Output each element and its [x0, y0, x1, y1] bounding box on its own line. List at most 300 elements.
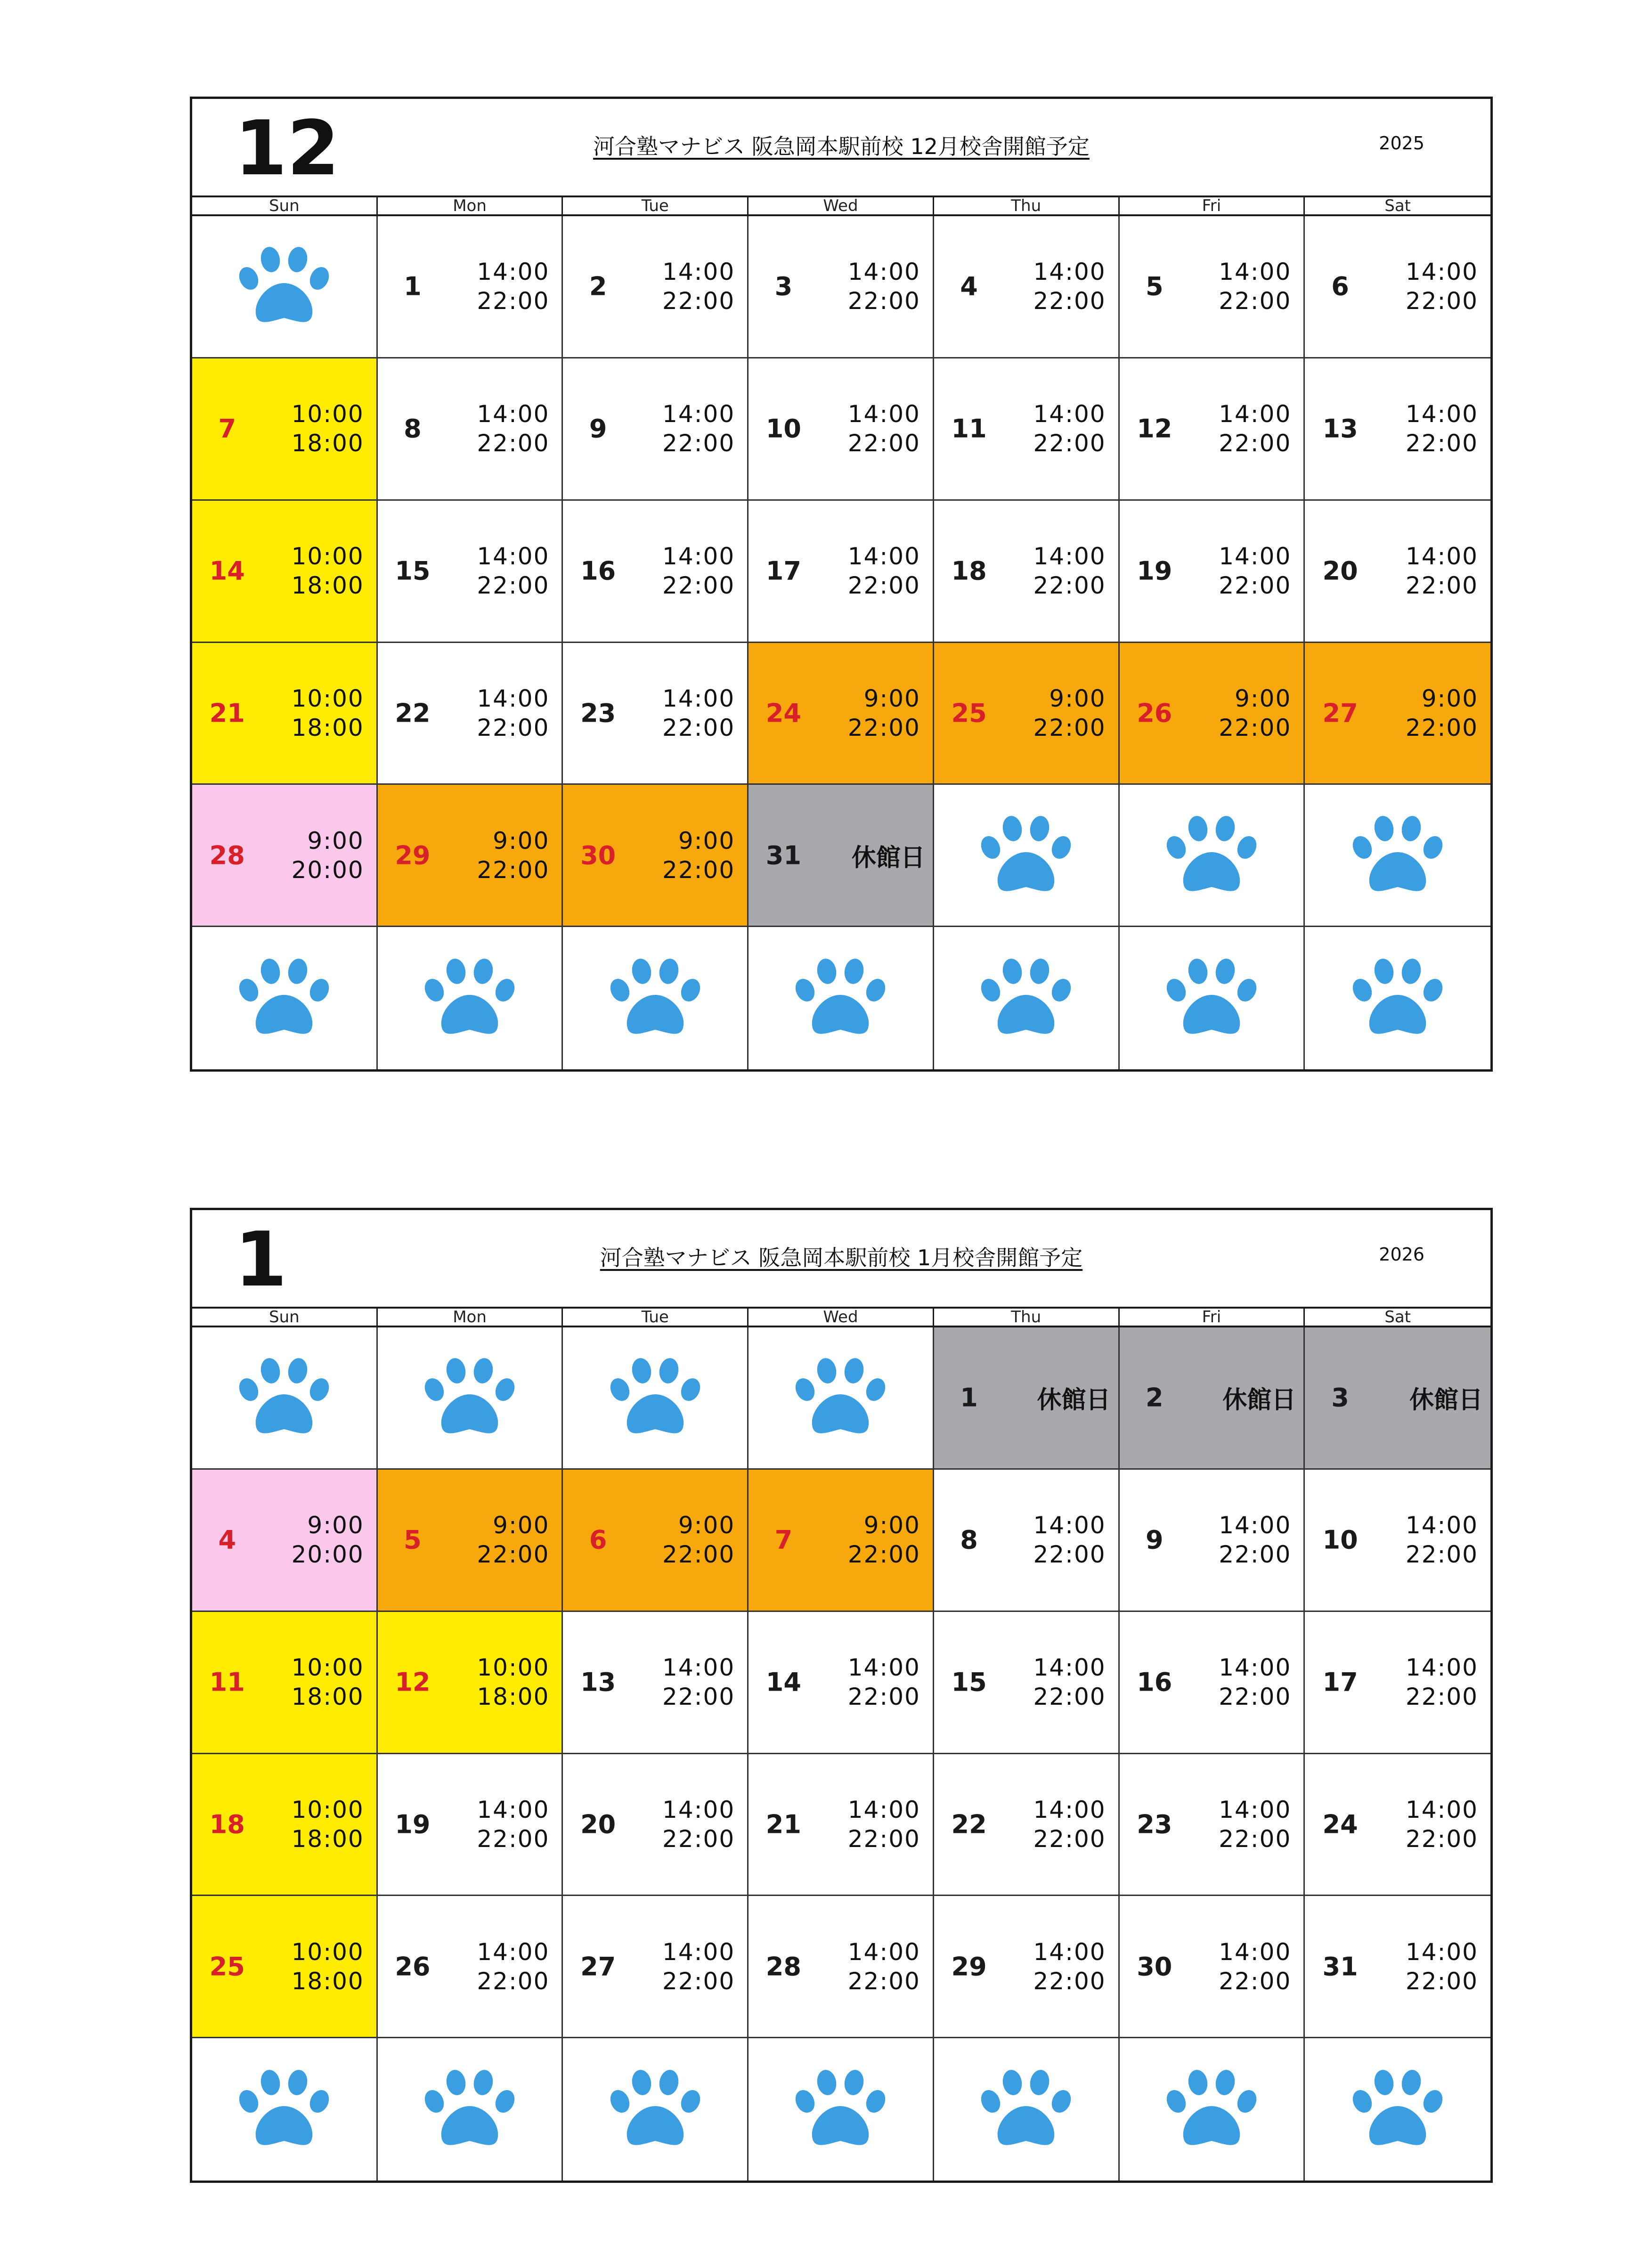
day-cell — [749, 501, 934, 643]
empty-day-cell — [1120, 927, 1305, 1069]
opening-hours — [1406, 1653, 1478, 1711]
weekday-wed: Wed — [749, 197, 934, 214]
open-time: 14:00 — [1033, 1512, 1106, 1539]
open-time: 10:00 — [291, 1796, 364, 1823]
day-cell — [563, 1754, 749, 1896]
opening-hours — [662, 542, 735, 600]
calendar-title: 河合塾マナビス 阪急岡本駅前校 1月校舎開館予定 — [600, 1245, 1083, 1270]
close-time: 22:00 — [662, 287, 735, 315]
weekday-header-row — [192, 1307, 1490, 1327]
day-number: 23 — [1137, 1809, 1172, 1839]
paw-print-icon — [420, 953, 519, 1043]
day-cell — [749, 216, 934, 358]
day-number: 4 — [218, 1525, 236, 1555]
open-time: 9:00 — [863, 684, 920, 712]
close-time: 22:00 — [662, 430, 735, 457]
day-number: 18 — [951, 556, 987, 586]
opening-hours — [662, 399, 735, 458]
open-time: 14:00 — [1219, 543, 1292, 570]
paw-print-icon — [1162, 2065, 1261, 2154]
weekday-header-row — [192, 195, 1490, 216]
open-time: 14:00 — [662, 1938, 735, 1966]
opening-hours — [477, 1937, 549, 1996]
day-number: 25 — [209, 1952, 245, 1982]
day-number: 10 — [765, 414, 801, 444]
paw-print-icon — [977, 953, 1075, 1043]
empty-day-cell — [934, 785, 1120, 927]
opening-hours — [1033, 1795, 1106, 1854]
day-cell — [192, 1612, 378, 1754]
day-cell — [192, 501, 378, 643]
paw-print-icon — [235, 953, 334, 1043]
close-time: 18:00 — [291, 430, 364, 457]
open-time: 14:00 — [1033, 258, 1106, 286]
empty-day-cell — [378, 927, 563, 1069]
close-time: 22:00 — [1033, 287, 1106, 315]
day-cell — [1305, 1470, 1490, 1612]
opening-hours — [1406, 399, 1478, 458]
paw-print-icon — [791, 2065, 890, 2154]
day-number: 12 — [1137, 414, 1172, 444]
opening-hours — [848, 1937, 920, 1996]
open-time: 14:00 — [662, 684, 735, 712]
open-time: 10:00 — [291, 400, 364, 428]
opening-hours — [848, 542, 920, 600]
opening-hours — [1033, 684, 1106, 742]
open-time: 9:00 — [493, 1512, 550, 1539]
opening-hours — [1219, 1653, 1291, 1711]
close-time: 22:00 — [847, 714, 920, 741]
day-cell — [1120, 1754, 1305, 1896]
day-cell — [1120, 1612, 1305, 1754]
day-cell — [934, 1327, 1120, 1470]
opening-hours — [662, 1511, 735, 1569]
day-cell — [934, 1896, 1120, 2038]
close-time: 22:00 — [847, 1683, 920, 1711]
open-time: 14:00 — [1405, 1796, 1478, 1823]
opening-hours — [477, 1653, 549, 1711]
day-cell — [192, 643, 378, 785]
day-number: 8 — [960, 1525, 978, 1555]
opening-hours — [292, 399, 364, 458]
day-cell — [1120, 501, 1305, 643]
day-number: 8 — [404, 414, 422, 444]
empty-day-cell — [563, 2038, 749, 2181]
open-time: 14:00 — [847, 1796, 920, 1823]
day-cell — [934, 358, 1120, 501]
opening-hours — [848, 684, 920, 742]
day-cell — [1120, 1470, 1305, 1612]
close-time: 22:00 — [847, 1825, 920, 1853]
open-time: 14:00 — [662, 400, 735, 428]
close-time: 22:00 — [662, 1683, 735, 1711]
paw-print-icon — [235, 2065, 334, 2154]
opening-hours — [477, 826, 549, 885]
open-time: 14:00 — [847, 1654, 920, 1682]
day-number: 30 — [1137, 1952, 1172, 1982]
day-cell — [378, 1754, 563, 1896]
day-number: 22 — [395, 698, 431, 728]
closed-label: 休館日 — [1037, 1386, 1111, 1415]
day-number: 10 — [1322, 1525, 1358, 1555]
open-time: 14:00 — [1033, 543, 1106, 570]
day-number: 24 — [765, 698, 801, 728]
opening-hours — [477, 684, 549, 742]
close-time: 22:00 — [1219, 572, 1292, 600]
empty-day-cell — [192, 1327, 378, 1470]
weekday-tue: Tue — [563, 197, 749, 214]
empty-day-cell — [749, 2038, 934, 2181]
paw-print-icon — [420, 2065, 519, 2154]
weekday-thu: Thu — [934, 1309, 1120, 1326]
weekday-fri: Fri — [1120, 1309, 1305, 1326]
weekday-mon: Mon — [378, 197, 563, 214]
day-cell — [563, 1896, 749, 2038]
empty-day-cell — [934, 927, 1120, 1069]
close-time: 18:00 — [291, 572, 364, 600]
open-time: 9:00 — [1235, 684, 1292, 712]
day-cell — [1305, 1754, 1490, 1896]
day-cell — [192, 358, 378, 501]
day-number: 20 — [1322, 556, 1358, 586]
paw-print-icon — [1348, 953, 1447, 1043]
empty-day-cell — [1305, 2038, 1490, 2181]
opening-hours — [477, 1795, 549, 1854]
empty-day-cell — [192, 927, 378, 1069]
weekday-sat: Sat — [1384, 196, 1411, 215]
opening-hours — [848, 257, 920, 316]
open-time: 14:00 — [662, 1796, 735, 1823]
day-cell — [1305, 643, 1490, 785]
calendar-january — [190, 1208, 1493, 2183]
day-cell — [749, 1754, 934, 1896]
day-number: 21 — [765, 1809, 801, 1839]
opening-hours — [292, 1511, 364, 1569]
opening-hours — [1219, 542, 1291, 600]
day-cell — [1305, 1612, 1490, 1754]
paw-print-icon — [791, 953, 890, 1043]
open-time: 10:00 — [291, 684, 364, 712]
opening-hours — [1406, 684, 1478, 742]
empty-day-cell — [1120, 2038, 1305, 2181]
open-time: 14:00 — [1405, 400, 1478, 428]
close-time: 22:00 — [477, 572, 550, 600]
day-number: 12 — [395, 1667, 431, 1697]
opening-hours — [292, 1795, 364, 1854]
open-time: 9:00 — [307, 827, 364, 854]
weekday-sun: Sun — [192, 1309, 378, 1326]
open-time: 14:00 — [1219, 400, 1292, 428]
open-time: 14:00 — [1219, 258, 1292, 286]
calendar-header — [192, 1210, 1490, 1307]
open-time: 14:00 — [1405, 1938, 1478, 1966]
day-number: 26 — [395, 1952, 431, 1982]
day-number: 4 — [960, 271, 978, 301]
day-cell — [378, 1470, 563, 1612]
close-time: 22:00 — [1405, 572, 1478, 600]
close-time: 22:00 — [662, 572, 735, 600]
calendar-header — [192, 99, 1490, 195]
day-cell — [563, 216, 749, 358]
day-number: 28 — [765, 1952, 801, 1982]
opening-hours — [1219, 257, 1291, 316]
day-number: 15 — [951, 1667, 987, 1697]
close-time: 22:00 — [1219, 430, 1292, 457]
day-cell — [563, 643, 749, 785]
empty-day-cell — [563, 1327, 749, 1470]
open-time: 14:00 — [1033, 1938, 1106, 1966]
open-time: 14:00 — [847, 543, 920, 570]
close-time: 22:00 — [477, 1541, 550, 1569]
calendar-title: 河合塾マナビス 阪急岡本駅前校 12月校舎開館予定 — [593, 134, 1090, 159]
day-number: 2 — [589, 271, 607, 301]
opening-hours — [1033, 542, 1106, 600]
day-cell — [749, 1470, 934, 1612]
open-time: 14:00 — [1405, 1654, 1478, 1682]
open-time: 14:00 — [1033, 1796, 1106, 1823]
close-time: 18:00 — [291, 1825, 364, 1853]
close-time: 22:00 — [1219, 287, 1292, 315]
day-number: 1 — [404, 271, 422, 301]
opening-hours — [1219, 399, 1291, 458]
day-number: 19 — [395, 1809, 431, 1839]
day-grid — [192, 1327, 1490, 2181]
close-time: 22:00 — [1033, 1683, 1106, 1711]
close-time: 22:00 — [1033, 714, 1106, 741]
open-time: 10:00 — [291, 543, 364, 570]
day-number: 9 — [589, 414, 607, 444]
empty-day-cell — [378, 1327, 563, 1470]
month-number: 1 — [235, 1215, 287, 1303]
day-cell — [749, 1612, 934, 1754]
closed-label: 休館日 — [851, 844, 925, 872]
day-cell — [378, 785, 563, 927]
open-time: 14:00 — [847, 258, 920, 286]
opening-hours — [1033, 1937, 1106, 1996]
close-time: 22:00 — [1405, 1825, 1478, 1853]
open-time: 14:00 — [1219, 1796, 1292, 1823]
day-number: 28 — [209, 840, 245, 871]
paw-print-icon — [420, 1353, 519, 1442]
open-time: 10:00 — [291, 1938, 364, 1966]
day-number: 11 — [951, 414, 987, 444]
day-number: 7 — [218, 414, 236, 444]
close-time: 22:00 — [1405, 1541, 1478, 1569]
opening-hours — [848, 1795, 920, 1854]
day-cell — [192, 1896, 378, 2038]
paw-print-icon — [1348, 811, 1447, 900]
close-time: 22:00 — [477, 1967, 550, 1995]
opening-hours — [1406, 1937, 1478, 1996]
open-time: 9:00 — [678, 827, 735, 854]
empty-day-cell — [1305, 785, 1490, 927]
close-time: 22:00 — [847, 1541, 920, 1569]
opening-hours — [477, 1511, 549, 1569]
close-time: 22:00 — [1219, 1541, 1292, 1569]
day-cell — [378, 216, 563, 358]
day-number: 2 — [1146, 1383, 1164, 1413]
open-time: 14:00 — [1405, 1512, 1478, 1539]
opening-hours — [1406, 1795, 1478, 1854]
empty-day-cell — [192, 2038, 378, 2181]
paw-print-icon — [977, 811, 1075, 900]
open-time: 9:00 — [678, 1512, 735, 1539]
empty-day-cell — [1305, 927, 1490, 1069]
paw-print-icon — [1162, 953, 1261, 1043]
paw-print-icon — [791, 1353, 890, 1442]
close-time: 22:00 — [1033, 1541, 1106, 1569]
day-number: 14 — [209, 556, 245, 586]
day-number: 15 — [395, 556, 431, 586]
close-time: 20:00 — [291, 1541, 364, 1569]
day-number: 21 — [209, 698, 245, 728]
close-time: 22:00 — [477, 1825, 550, 1853]
day-grid — [192, 216, 1490, 1069]
close-time: 22:00 — [1033, 572, 1106, 600]
day-cell — [934, 216, 1120, 358]
empty-day-cell — [192, 216, 378, 358]
opening-hours — [1219, 1511, 1291, 1569]
day-number: 3 — [1331, 1383, 1349, 1413]
close-time: 22:00 — [1405, 287, 1478, 315]
day-cell — [749, 643, 934, 785]
day-number: 16 — [580, 556, 616, 586]
close-time: 22:00 — [1033, 1967, 1106, 1995]
close-time: 18:00 — [291, 1967, 364, 1995]
day-number: 13 — [1322, 414, 1358, 444]
close-time: 22:00 — [662, 1825, 735, 1853]
day-cell — [1120, 1896, 1305, 2038]
day-number: 31 — [765, 840, 801, 871]
close-time: 22:00 — [847, 287, 920, 315]
day-cell — [192, 1754, 378, 1896]
opening-hours — [292, 1937, 364, 1996]
open-time: 14:00 — [847, 1938, 920, 1966]
day-number: 14 — [765, 1667, 801, 1697]
day-number: 9 — [1146, 1525, 1164, 1555]
day-cell — [934, 1470, 1120, 1612]
close-time: 22:00 — [1033, 1825, 1106, 1853]
day-cell — [1305, 358, 1490, 501]
open-time: 14:00 — [477, 543, 550, 570]
empty-day-cell — [563, 927, 749, 1069]
day-number: 31 — [1322, 1952, 1358, 1982]
open-time: 14:00 — [662, 543, 735, 570]
opening-hours — [477, 542, 549, 600]
opening-hours — [477, 399, 549, 458]
day-number: 29 — [951, 1952, 987, 1982]
paw-print-icon — [235, 242, 334, 331]
close-time: 18:00 — [477, 1683, 550, 1711]
opening-hours — [662, 257, 735, 316]
day-cell — [378, 1612, 563, 1754]
open-time: 14:00 — [477, 1796, 550, 1823]
open-time: 14:00 — [477, 684, 550, 712]
close-time: 22:00 — [1219, 1967, 1292, 1995]
day-cell — [934, 1612, 1120, 1754]
empty-day-cell — [378, 2038, 563, 2181]
open-time: 14:00 — [477, 1938, 550, 1966]
day-number: 26 — [1137, 698, 1172, 728]
open-time: 9:00 — [1049, 684, 1106, 712]
close-time: 22:00 — [662, 856, 735, 884]
day-number: 13 — [580, 1667, 616, 1697]
opening-hours — [1406, 257, 1478, 316]
opening-hours — [1219, 684, 1291, 742]
open-time: 14:00 — [1033, 1654, 1106, 1682]
close-time: 22:00 — [662, 714, 735, 741]
opening-hours — [292, 826, 364, 885]
paw-print-icon — [1162, 811, 1261, 900]
weekday-mon: Mon — [378, 1309, 563, 1326]
open-time: 14:00 — [1219, 1512, 1292, 1539]
opening-hours — [477, 257, 549, 316]
close-time: 22:00 — [847, 1967, 920, 1995]
calendar-year: 2026 — [1379, 1244, 1424, 1265]
open-time: 14:00 — [1405, 258, 1478, 286]
opening-hours — [1033, 1511, 1106, 1569]
day-cell — [192, 1470, 378, 1612]
day-number: 27 — [580, 1952, 616, 1982]
day-number: 29 — [395, 840, 431, 871]
opening-hours — [1033, 257, 1106, 316]
close-time: 22:00 — [1219, 714, 1292, 741]
empty-day-cell — [749, 927, 934, 1069]
weekday-sat: Sat — [1384, 1308, 1411, 1326]
day-number: 19 — [1137, 556, 1172, 586]
weekday-fri: Fri — [1120, 197, 1305, 214]
paw-print-icon — [977, 2065, 1075, 2154]
open-time: 14:00 — [662, 1654, 735, 1682]
day-number: 17 — [765, 556, 801, 586]
open-time: 14:00 — [1219, 1938, 1292, 1966]
opening-hours — [1033, 1653, 1106, 1711]
day-cell — [749, 785, 934, 927]
day-cell — [563, 358, 749, 501]
day-cell — [1120, 643, 1305, 785]
day-number: 7 — [774, 1525, 793, 1555]
close-time: 22:00 — [477, 714, 550, 741]
opening-hours — [662, 826, 735, 885]
day-cell — [563, 1470, 749, 1612]
close-time: 22:00 — [1219, 1683, 1292, 1711]
day-cell — [934, 643, 1120, 785]
weekday-thu: Thu — [934, 197, 1120, 214]
calendar-december — [190, 97, 1493, 1072]
day-number: 22 — [951, 1809, 987, 1839]
close-time: 20:00 — [291, 856, 364, 884]
opening-hours — [848, 1511, 920, 1569]
opening-hours — [662, 1937, 735, 1996]
open-time: 14:00 — [662, 258, 735, 286]
day-number: 16 — [1137, 1667, 1172, 1697]
day-cell — [934, 1754, 1120, 1896]
close-time: 22:00 — [477, 287, 550, 315]
opening-hours — [1219, 1795, 1291, 1854]
opening-hours — [1033, 399, 1106, 458]
close-time: 22:00 — [662, 1541, 735, 1569]
open-time: 9:00 — [307, 1512, 364, 1539]
empty-day-cell — [934, 2038, 1120, 2181]
day-cell — [1120, 1327, 1305, 1470]
day-number: 24 — [1322, 1809, 1358, 1839]
close-time: 22:00 — [847, 572, 920, 600]
opening-hours — [848, 1653, 920, 1711]
day-number: 27 — [1322, 698, 1358, 728]
day-cell — [1305, 1327, 1490, 1470]
day-number: 11 — [209, 1667, 245, 1697]
close-time: 22:00 — [1405, 1967, 1478, 1995]
